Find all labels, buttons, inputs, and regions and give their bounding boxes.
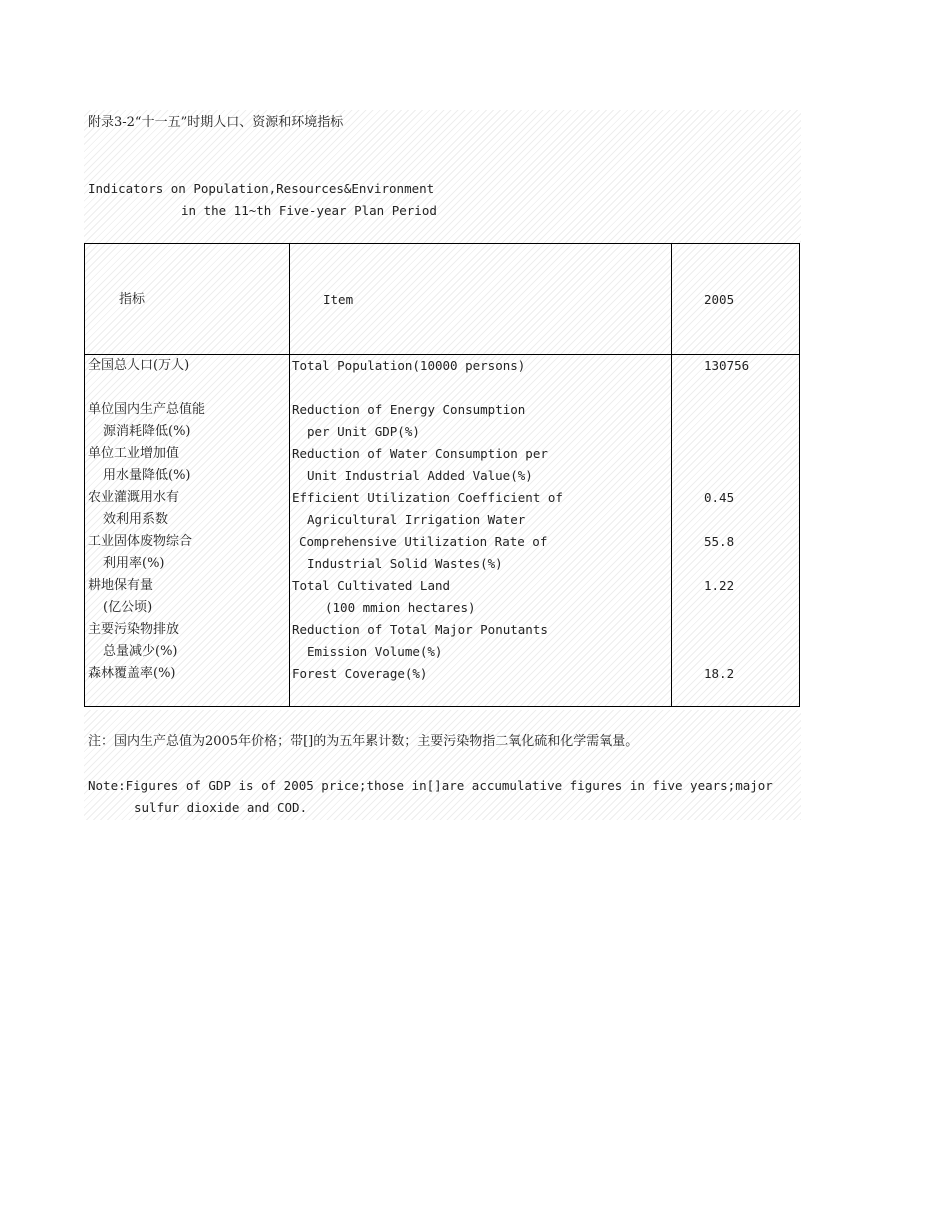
row-cn: 全国总人口(万人): [88, 358, 190, 373]
row-cn-cont: 总量减少(%): [103, 644, 178, 659]
row-en: Efficient Utilization Coefficient of: [292, 490, 563, 505]
row-value: 1.22: [704, 578, 735, 593]
row-cn: 耕地保有量: [88, 578, 154, 593]
row-en-cont: Industrial Solid Wastes(%): [307, 556, 503, 571]
row-en: Total Cultivated Land: [292, 578, 451, 593]
title-chinese: 附录3-2“十一五”时期人口、资源和环境指标: [88, 115, 344, 130]
row-value: 55.8: [704, 534, 735, 549]
header-en: Item: [323, 292, 354, 307]
row-en: Total Population(10000 persons): [292, 358, 526, 373]
row-en-cont: Agricultural Irrigation Water: [307, 512, 526, 527]
column-divider-1: [289, 244, 290, 706]
row-cn: 工业固体废物综合: [88, 534, 193, 549]
row-en: Reduction of Energy Consumption: [292, 402, 526, 417]
note-chinese: 注：国内生产总值为2005年价格；带[]的为五年累计数；主要污染物指二氧化硫和化学需氧量。: [88, 734, 639, 749]
row-cn-cont: 用水量降低(%): [103, 468, 191, 483]
row-en-cont: Emission Volume(%): [307, 644, 443, 659]
title-english-line-1: Indicators on Population,Resources&Environment: [88, 181, 435, 196]
row-en: Reduction of Water Consumption per: [292, 446, 548, 461]
row-cn: 单位国内生产总值能: [88, 402, 206, 417]
header-cn: 指标: [119, 292, 146, 307]
row-cn: 农业灌溉用水有: [88, 490, 180, 505]
title-english-line-2: in the 11~th Five-year Plan Period: [181, 203, 437, 218]
row-en: Reduction of Total Major Ponutants: [292, 622, 548, 637]
row-value: 18.2: [704, 666, 735, 681]
row-en: Forest Coverage(%): [292, 666, 428, 681]
row-en-cont: Unit Industrial Added Value(%): [307, 468, 533, 483]
note-english-line-2: sulfur dioxide and COD.: [134, 800, 308, 815]
row-cn: 单位工业增加值: [88, 446, 180, 461]
row-cn-cont: 效利用系数: [103, 512, 169, 527]
row-en: Comprehensive Utilization Rate of: [299, 534, 548, 549]
row-cn: 主要污染物排放: [88, 622, 180, 637]
row-cn: 森林覆盖率(%): [88, 666, 176, 681]
row-cn-cont: 源消耗降低(%): [103, 424, 191, 439]
row-cn-cont: 利用率(%): [103, 556, 165, 571]
note-english-line-1: Note:Figures of GDP is of 2005 price;those in[]are accumulative figures in five years;major: [88, 778, 773, 793]
row-cn-cont: (亿公顷): [103, 600, 153, 615]
row-value: 130756: [704, 358, 750, 373]
row-en-cont: per Unit GDP(%): [307, 424, 420, 439]
header-year: 2005: [704, 292, 735, 307]
row-value: 0.45: [704, 490, 735, 505]
column-divider-2: [671, 244, 672, 706]
indicators-table: [84, 243, 800, 707]
row-en-cont: (100 mmion hectares): [325, 600, 476, 615]
